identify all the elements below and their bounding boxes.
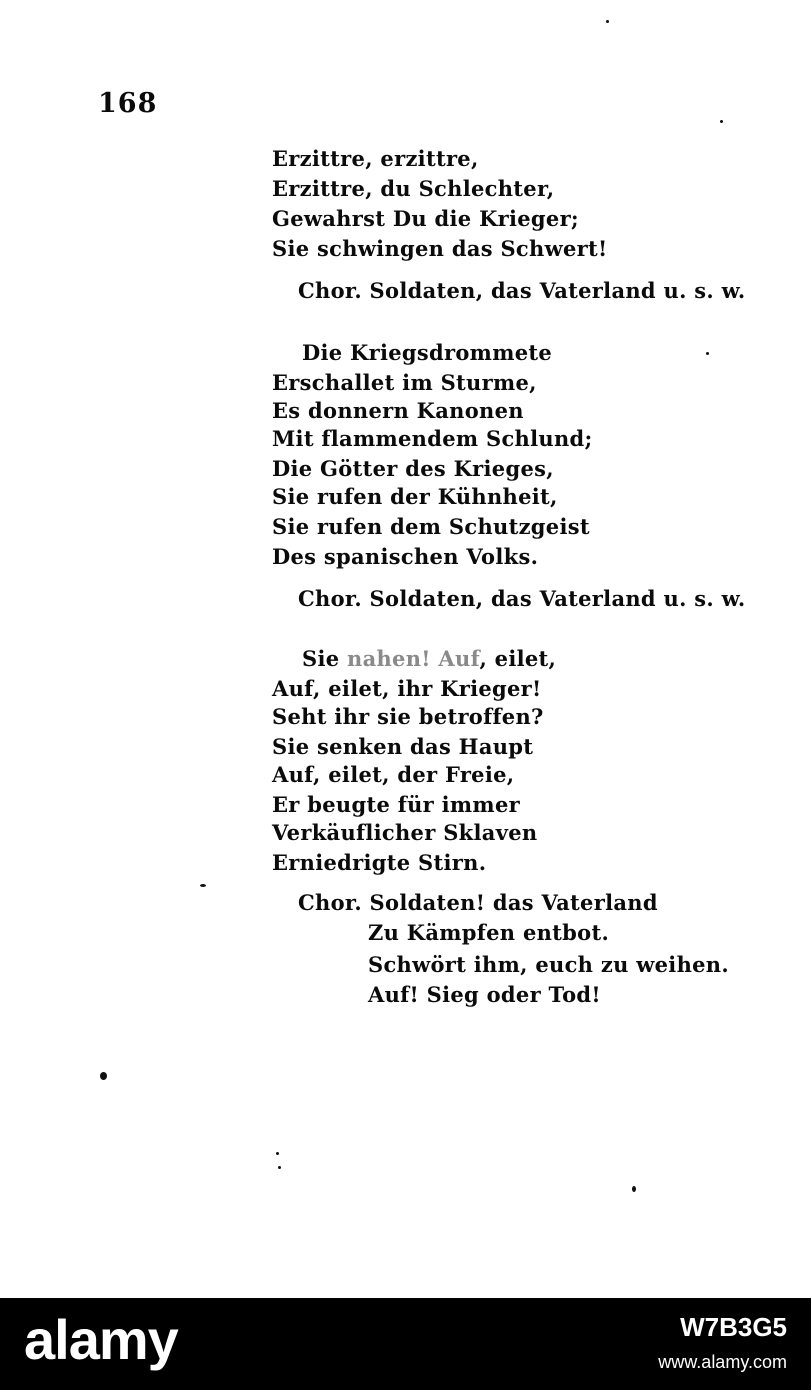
verse-line: Sie rufen der Kühnheit, bbox=[272, 484, 558, 509]
scan-speck bbox=[606, 20, 609, 23]
alamy-logo: alamy bbox=[24, 1308, 178, 1371]
scan-speck bbox=[706, 352, 709, 355]
verse-line: Auf, eilet, der Freie, bbox=[272, 762, 515, 787]
verse-line: Seht ihr sie betroffen? bbox=[272, 704, 544, 729]
scan-speck bbox=[632, 1186, 636, 1192]
verse-line: Erschallet im Sturme, bbox=[272, 370, 537, 395]
verse-line: Auf, eilet, ihr Krieger! bbox=[272, 676, 542, 701]
verse-line: Verkäuflicher Sklaven bbox=[272, 820, 538, 845]
chorus-line: Chor. Soldaten, das Vaterland u. s. w. bbox=[298, 586, 746, 611]
verse-line: Die Kriegsdrommete bbox=[302, 340, 553, 365]
image-id: W7B3G5 bbox=[680, 1312, 787, 1342]
scan-speck bbox=[100, 1072, 107, 1080]
verse-text: , eilet, bbox=[479, 646, 557, 671]
verse-text: Sie bbox=[302, 646, 348, 671]
verse-line: Die Götter des Krieges, bbox=[272, 456, 554, 481]
verse-line bbox=[302, 644, 556, 674]
chorus-line: Auf! Sieg oder Tod! bbox=[368, 982, 601, 1007]
verse-line: Sie schwingen das Schwert! bbox=[272, 236, 608, 261]
verse-line: Er beugte für immer bbox=[272, 792, 520, 817]
verse-line: Erzittre, du Schlechter, bbox=[272, 176, 555, 201]
verse-line: Mit flammendem Schlund; bbox=[272, 426, 593, 451]
chorus-line: Chor. Soldaten! das Vaterland bbox=[298, 890, 658, 915]
verse-line: Des spanischen Volks. bbox=[272, 544, 539, 569]
watermark-banner bbox=[0, 1298, 811, 1390]
chorus-line: Zu Kämpfen entbot. bbox=[368, 920, 610, 945]
scan-speck bbox=[200, 884, 206, 887]
scan-speck bbox=[720, 120, 723, 123]
scan-speck bbox=[278, 1166, 281, 1169]
chorus-line: Schwört ihm, euch zu weihen. bbox=[368, 952, 729, 977]
scan-speck bbox=[276, 1152, 279, 1155]
faded-verse-text: nahen! Auf bbox=[347, 646, 480, 671]
verse-line: Es donnern Kanonen bbox=[272, 398, 524, 423]
page-number: 168 bbox=[98, 88, 158, 119]
verse-line: Gewahrst Du die Krieger; bbox=[272, 206, 579, 231]
site-url: www.alamy.com bbox=[658, 1352, 787, 1372]
verse-line: Erzittre, erzittre, bbox=[272, 146, 479, 171]
chorus-line: Chor. Soldaten, das Vaterland u. s. w. bbox=[298, 278, 746, 303]
verse-line: Sie rufen dem Schutzgeist bbox=[272, 514, 590, 539]
verse-line: Sie senken das Haupt bbox=[272, 734, 534, 759]
verse-line: Erniedrigte Stirn. bbox=[272, 850, 487, 875]
